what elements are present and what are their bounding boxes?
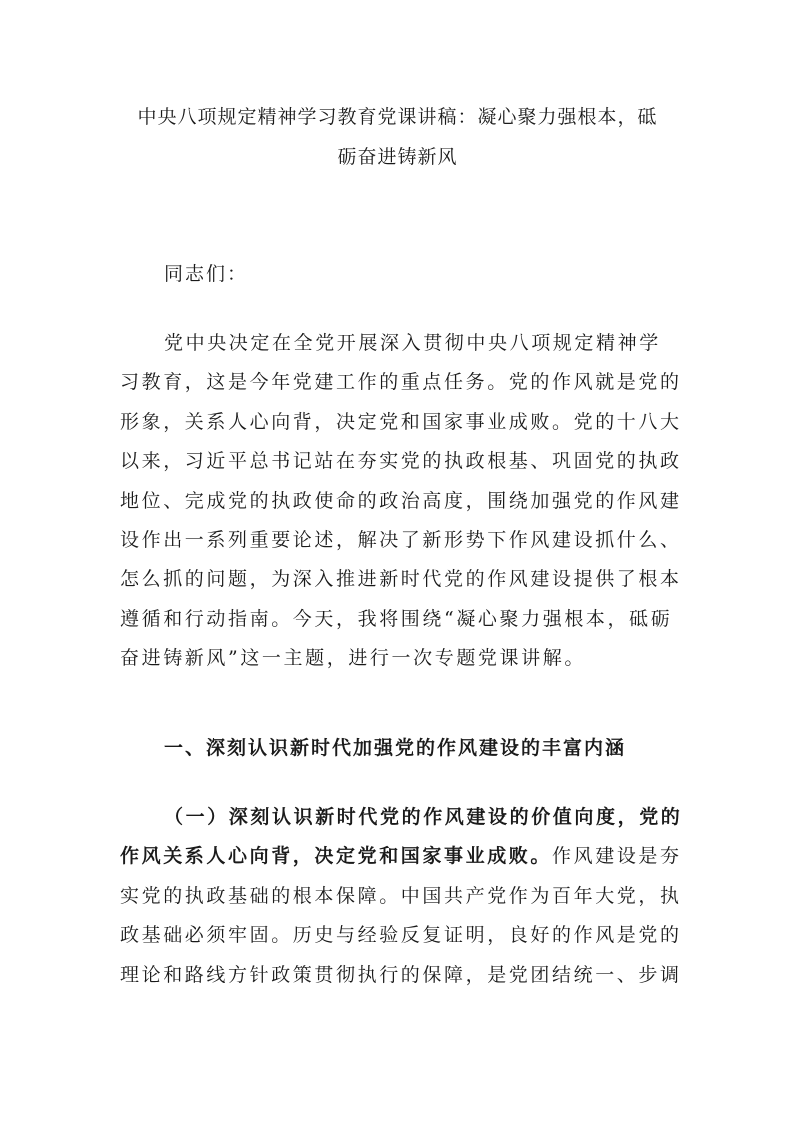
paragraph-intro: [120, 324, 682, 679]
subheading-line: （一）深刻认识新时代党的作风建设的价值向度，党的: [164, 806, 683, 828]
greeting: 同志们：: [164, 263, 249, 285]
paragraph-line: 作风建设是夯: [552, 845, 682, 868]
section-heading-1: 一、深刻认识新时代加强党的作风建设的丰富内涵: [164, 737, 627, 759]
paragraph-line: 设作出一系列重要论述，解决了新形势下作风建设抓什么、: [120, 529, 682, 552]
title-line-2: 砺奋进铸新风: [337, 146, 458, 168]
paragraph-line: 政基础必须牢固。历史与经验反复证明，良好的作风是党的: [120, 924, 682, 947]
paragraph-line: 理论和路线方针政策贯彻执行的保障，是党团结统一、步调: [120, 963, 682, 986]
subheading-line: 作风关系人心向背，决定党和国家事业成败。: [120, 845, 553, 868]
paragraph-line: 形象，关系人心向背，决定党和国家事业成败。党的十八大: [120, 410, 682, 433]
document-title: [110, 97, 685, 177]
paragraph-line: 遵循和行动指南。今天，我将围绕“凝心聚力强根本，砥砺: [120, 607, 673, 630]
paragraph-section-1-1: [120, 798, 683, 995]
title-line-1: 中央八项规定精神学习教育党课讲稿：凝心聚力强根本，砥: [137, 106, 658, 128]
paragraph-line: 党中央决定在全党开展深入贯彻中央八项规定精神学: [164, 332, 661, 354]
paragraph-line: 地位、完成党的执政使命的政治高度，围绕加强党的作风建: [120, 489, 682, 512]
paragraph-line: 奋进铸新风”这一主题，进行一次专题党课讲解。: [120, 647, 586, 670]
paragraph-line: 怎么抓的问题，为深入推进新时代党的作风建设提供了根本: [120, 568, 682, 591]
paragraph-line: 以来，习近平总书记站在夯实党的执政根基、巩固党的执政: [120, 450, 682, 473]
paragraph-line: 习教育，这是今年党建工作的重点任务。党的作风就是党的: [120, 371, 682, 394]
paragraph-line: 实党的执政基础的根本保障。中国共产党作为百年大党，执: [120, 884, 682, 907]
